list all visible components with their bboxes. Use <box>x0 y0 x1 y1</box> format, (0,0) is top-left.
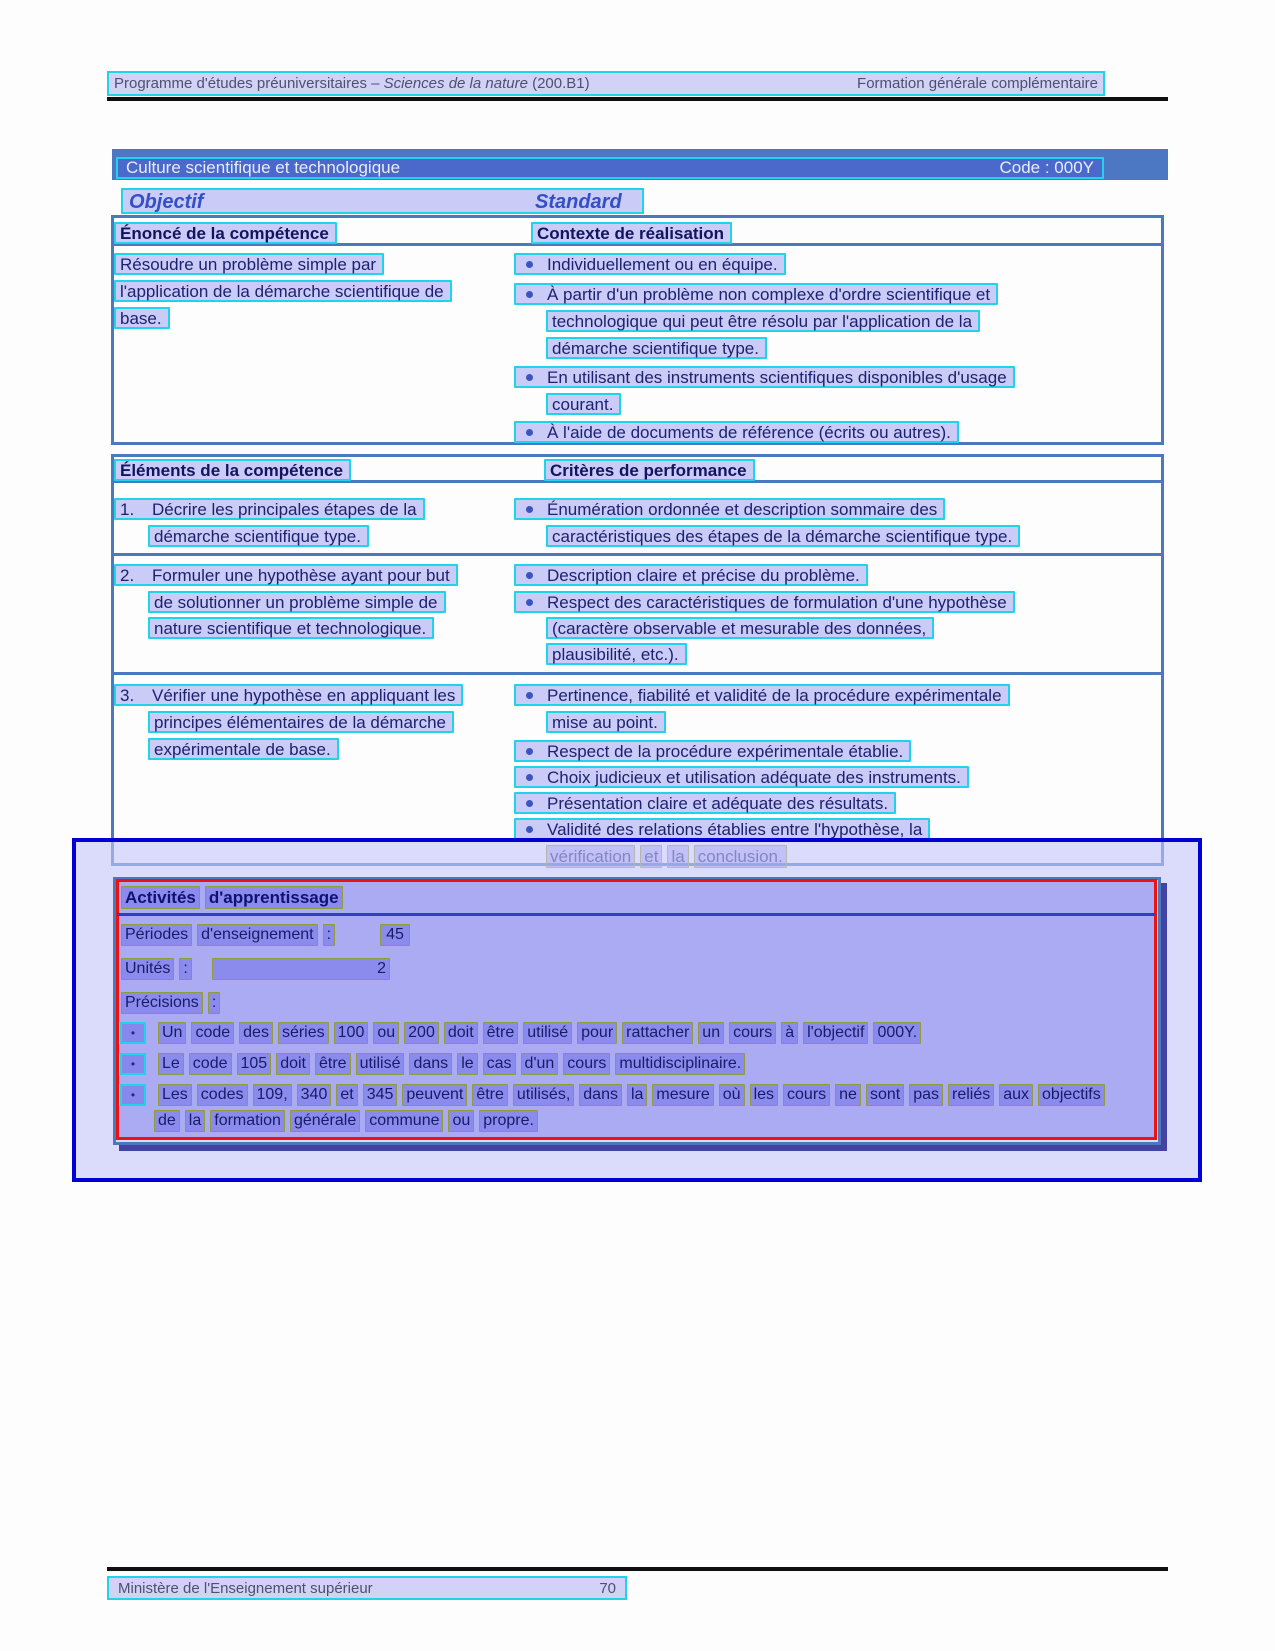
bullet-icon <box>526 826 533 833</box>
header-left-prefix: Programme d'études préuniversitaires – <box>114 75 384 92</box>
contexte-bullet: À l'aide de documents de référence (écrits ou autres). <box>514 421 959 443</box>
table2-left-header: Éléments de la compétence <box>114 459 351 481</box>
element-row-1: 1. Décrire les principales étapes de la <box>114 498 425 520</box>
page-title: Culture scientifique et technologique <box>126 158 401 177</box>
element-row-2-cont: de solutionner un problème simple de <box>148 591 446 613</box>
critere-bullet: Description claire et précise du problème. <box>514 564 868 586</box>
element-row-2: 2. Formuler une hypothèse ayant pour but <box>114 564 458 586</box>
footer-page-number: 70 <box>599 1579 616 1597</box>
section-labels <box>121 188 644 214</box>
activities-bullet: • Un code des séries 100 ou 200 doit être utilisé pour rattacher un cours à l'objectif 000Y. <box>120 1022 926 1044</box>
bullet-icon <box>526 506 533 513</box>
bullet-icon: • <box>120 1053 146 1075</box>
critere-bullet-cont: (caractère observable et mesurable des données, <box>546 617 934 639</box>
critere-bullet: Présentation claire et adéquate des résultats. <box>514 792 896 814</box>
precisions-label: Précisions : <box>121 992 225 1014</box>
page-header <box>107 71 1105 96</box>
contexte-bullet: Individuellement ou en équipe. <box>514 253 786 275</box>
bullet-icon <box>526 291 533 298</box>
periods-row <box>121 924 340 946</box>
label-objectif: Objectif <box>129 191 204 213</box>
bullet-icon <box>526 748 533 755</box>
element-row-3-cont: principes élémentaires de la démarche <box>148 711 454 733</box>
element-row-3: 3. Vérifier une hypothèse en appliquant les <box>114 684 463 706</box>
bullet-icon <box>526 429 533 436</box>
bullet-icon: • <box>120 1022 146 1044</box>
element-row-2-cont: nature scientifique et technologique. <box>148 617 434 639</box>
page-footer <box>107 1576 627 1600</box>
units-value: 2 <box>212 958 395 980</box>
contexte-bullet-cont: courant. <box>546 393 621 415</box>
code-badge: Code : 000Y <box>999 158 1094 177</box>
table1-right-header: Contexte de réalisation <box>531 222 732 244</box>
contexte-bullet: À partir d'un problème non complexe d'ordre scientifique et <box>514 283 998 305</box>
competence-line: l'application de la démarche scientifique de <box>114 280 452 302</box>
bullet-icon <box>526 800 533 807</box>
contexte-bullet: En utilisant des instruments scientifiques disponibles d'usage <box>514 366 1015 388</box>
activities-bullet: • Le code 105 doit être utilisé dans le cas d'un cours multidisciplinaire. <box>120 1053 750 1075</box>
contexte-bullet-cont: technologique qui peut être résolu par l'application de la <box>546 310 980 332</box>
critere-bullet-cont: plausibilité, etc.). <box>546 643 687 665</box>
units-label: Unités : <box>121 958 197 980</box>
table1-left-header: Énoncé de la compétence <box>114 222 337 244</box>
bullet-icon <box>526 774 533 781</box>
competence-line: Résoudre un problème simple par <box>114 253 384 275</box>
critere-bullet: Pertinence, fiabilité et validité de la procédure expérimentale <box>514 684 1010 706</box>
bullet-icon <box>526 572 533 579</box>
critere-bullet-cont: caractéristiques des étapes de la démarche scientifique type. <box>546 525 1020 547</box>
bullet-icon <box>526 692 533 699</box>
table2-row-divider-2 <box>111 672 1164 675</box>
element-row-3-cont: expérimentale de base. <box>148 738 339 760</box>
periods-label: Périodes d'enseignement : <box>121 924 340 946</box>
activities-bullet-cont: de la formation générale commune ou propre. <box>154 1110 543 1132</box>
title-bar <box>112 149 1168 180</box>
critere-bullet: Validité des relations établies entre l'hypothèse, la <box>514 818 930 840</box>
critere-bullet-cont: mise au point. <box>546 711 666 733</box>
units-row <box>121 958 197 980</box>
critere-bullet: Choix judicieux et utilisation adéquate des instruments. <box>514 766 969 788</box>
title-bar-highlight <box>116 157 1104 179</box>
header-left-suffix: (200.B1) <box>527 75 590 92</box>
activities-title: Activités d'apprentissage <box>121 886 348 909</box>
table2-right-header: Critères de performance <box>544 459 755 481</box>
header-left <box>114 75 590 92</box>
header-rule <box>107 97 1168 101</box>
footer-rule <box>107 1567 1168 1571</box>
bullet-icon <box>526 599 533 606</box>
row-number: 3. <box>120 685 135 705</box>
critere-bullet: Énumération ordonnée et description sommaire des <box>514 498 945 520</box>
header-right: Formation générale complémentaire <box>857 75 1098 92</box>
header-left-italic: Sciences de la nature <box>383 75 528 92</box>
footer-ministry: Ministère de l'Enseignement supérieur <box>118 1579 373 1597</box>
critere-bullet: Respect des caractéristiques de formulation d'une hypothèse <box>514 591 1015 613</box>
bullet-icon <box>526 261 533 268</box>
competence-line: base. <box>114 307 170 329</box>
activities-title-divider <box>117 913 1155 916</box>
bullet-icon <box>526 374 533 381</box>
element-row-1-cont: démarche scientifique type. <box>148 525 369 547</box>
periods-value: 45 <box>380 924 415 946</box>
contexte-bullet-cont: démarche scientifique type. <box>546 337 767 359</box>
bullet-icon: • <box>120 1084 146 1106</box>
row-number: 2. <box>120 565 135 585</box>
label-standard: Standard <box>535 191 622 213</box>
table2-row-divider-1 <box>111 553 1164 556</box>
activities-bullet: • Les codes 109, 340 et 345 peuvent être utilisés, dans la mesure où les cours ne sont pas reliés aux objectifs <box>120 1084 1110 1106</box>
critere-bullet: Respect de la procédure expérimentale établie. <box>514 740 911 762</box>
row-number: 1. <box>120 499 135 519</box>
